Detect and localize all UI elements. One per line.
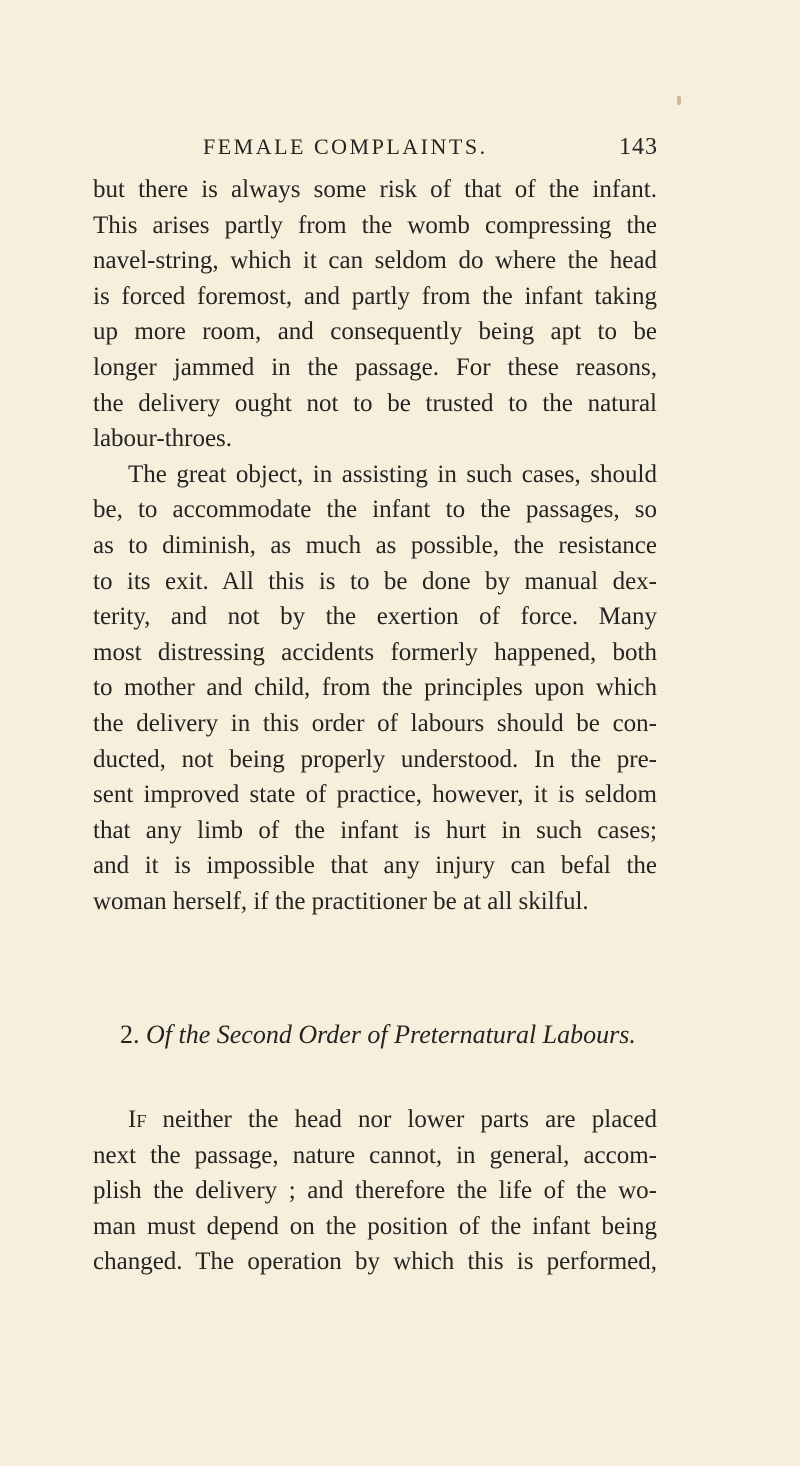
- text-line: This arises partly from the womb compressing the: [93, 211, 657, 239]
- text-line: changed. The operation by which this is performed,: [93, 1248, 657, 1276]
- section-title: Of the Second Order of Preternatural Labours.: [146, 1020, 636, 1049]
- text-line: is forced foremost, and partly from the infant taking: [93, 282, 657, 310]
- text-line: longer jammed in the passage. For these reasons,: [93, 353, 657, 381]
- text-line: ducted, not being properly understood. In the pre-: [93, 745, 657, 773]
- text-line: next the passage, nature cannot, in general, accom-: [93, 1141, 657, 1169]
- text-line-rest: neither the head nor lower parts are placed: [146, 1106, 657, 1133]
- text-line: woman herself, if the practitioner be at all skilful.: [93, 887, 589, 915]
- text-line: and it is impossible that any injury can befal the: [93, 852, 657, 880]
- text-line: plish the delivery ; and therefore the life of the wo-: [93, 1177, 657, 1205]
- text-line: terity, and not by the exertion of force. Many: [93, 603, 657, 631]
- drop-word: If: [128, 1106, 147, 1133]
- text-line: be, to accommodate the infant to the passages, so: [93, 496, 657, 524]
- text-line: up more room, and consequently being apt to be: [93, 318, 657, 346]
- body-text-continued: [93, 1102, 657, 1280]
- text-line: as to diminish, as much as possible, the resistance: [93, 531, 657, 559]
- text-line: but there is always some risk of that of the infant.: [93, 176, 657, 203]
- text-line: to mother and child, from the principles upon which: [93, 674, 657, 702]
- section-number: 2.: [120, 1020, 140, 1049]
- running-head-title: FEMALE COMPLAINTS.: [203, 134, 488, 159]
- text-line: man must depend on the position of the infant being: [93, 1212, 657, 1240]
- text-line: to its exit. All this is to be done by manual dex-: [93, 567, 657, 595]
- body-text: [93, 172, 657, 919]
- paper-speck: [677, 96, 681, 105]
- text-line: labour-throes.: [93, 425, 233, 453]
- page-number: 143: [619, 134, 658, 160]
- text-line: the delivery in this order of labours should be con-: [93, 709, 657, 737]
- text-line: navel-string, which it can seldom do where the head: [93, 247, 657, 275]
- text-line: most distressing accidents formerly happened, both: [93, 638, 657, 666]
- text-line: sent improved state of practice, however, it is seldom: [93, 781, 657, 809]
- text-line: The great object, in assisting in such cases, should: [128, 460, 657, 488]
- section-heading: [120, 1015, 660, 1055]
- text-line: [93, 1102, 657, 1138]
- running-head: [203, 132, 658, 162]
- text-line: that any limb of the infant is hurt in such cases;: [93, 816, 657, 844]
- text-line: the delivery ought not to be trusted to the natural: [93, 389, 657, 417]
